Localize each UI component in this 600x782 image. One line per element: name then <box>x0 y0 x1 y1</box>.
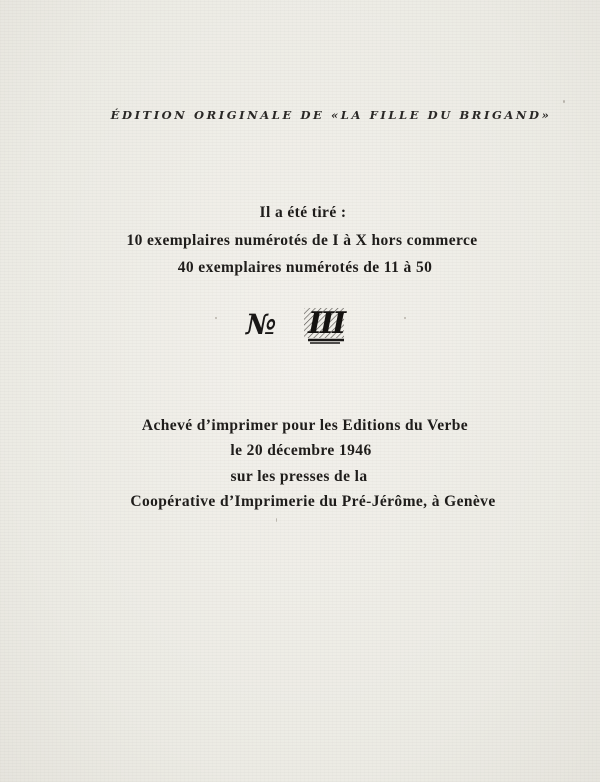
copy-number <box>240 300 380 350</box>
copy-number-value: III <box>308 306 345 341</box>
colophon-line-editions: Achevé d’imprimer pour les Editions du Verbe <box>141 417 469 434</box>
paper-speck <box>563 100 565 103</box>
colophon-line-printer: Coopérative d’Imprimerie du Pré-Jérôme, à Genève <box>130 493 496 510</box>
paper-speck <box>215 317 217 319</box>
tirage-line-hors-commerce: 10 exemplaires numérotés de I à X hors commerce <box>126 232 478 249</box>
colophon-line-presses: sur les presses de la <box>230 468 368 485</box>
numero-sign: № <box>246 308 277 341</box>
copy-number-stamp <box>298 302 354 346</box>
tirage-intro: Il a été tiré : <box>259 204 347 221</box>
tirage-line-numbered: 40 exemplaires numérotés de 11 à 50 <box>177 259 433 276</box>
paper-speck <box>404 317 406 319</box>
colophon-line-date: le 20 décembre 1946 <box>230 442 372 459</box>
edition-heading: ÉDITION ORIGINALE DE «LA FILLE DU BRIGAND» <box>110 108 552 122</box>
paper-speck <box>276 518 277 522</box>
